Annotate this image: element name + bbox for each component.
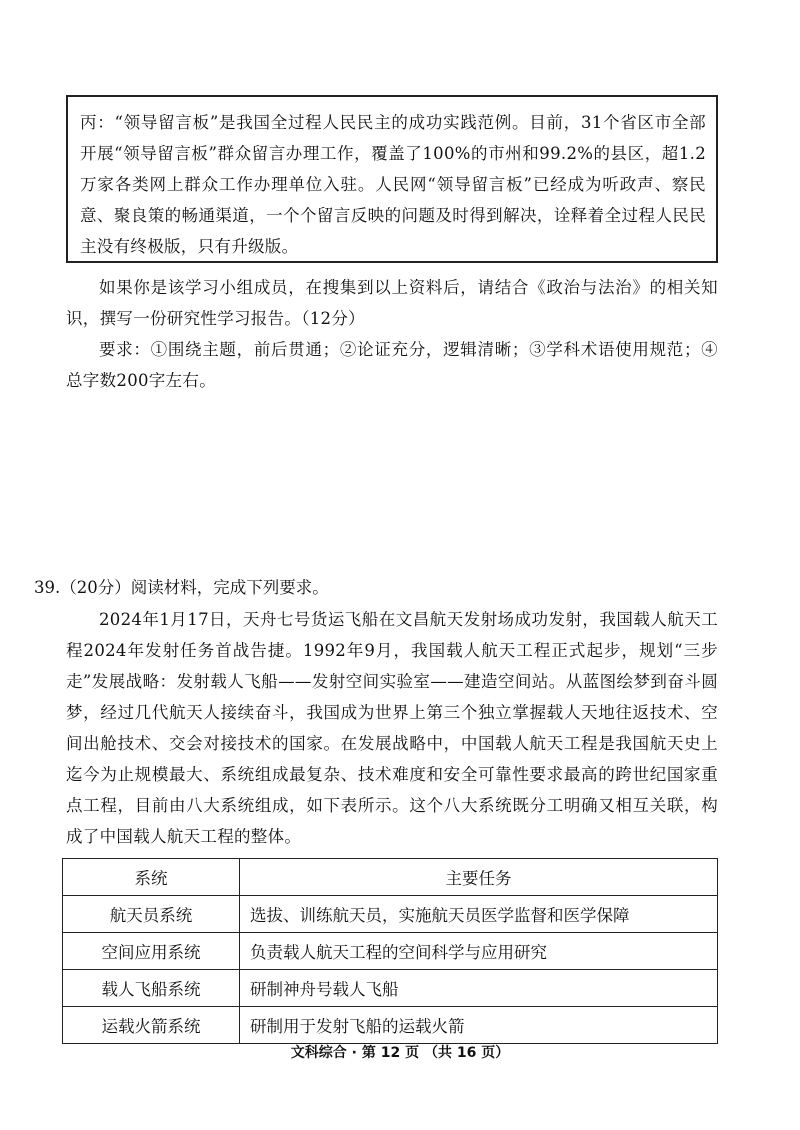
- question39-body: 2024年1月17日，天舟七号货运飞船在文昌航天发射场成功发射，我国载人航天工程2024年发射任务首战告捷。1992年9月，我国载人航天工程正式起步，规划“三步走”发展战略：发射载人飞船——发射空间实验室——建造空间站。从蓝图绘梦到奋斗圆梦，经过几代航天人接续奋斗，我国成为世界上第三个独立掌握载人天地往返技术、空间出舱技术、交会对接技术的国家。在发展战略中，中国载人航天工程是我国航天史上迄今为止规模最大、系统组成最复杂、技术难度和安全可靠性要求最高的跨世纪国家重点工程，目前由八大系统组成，如下表所示。这个八大系统既分工明确又相互关联，构成了中国载人航天工程的整体。: [66, 610, 718, 846]
- system-task-table: [62, 858, 718, 1044]
- table-row: [63, 970, 718, 1007]
- table-header-row: [63, 859, 718, 896]
- task-cell: 负责载人航天工程的空间科学与应用研究: [240, 933, 718, 970]
- task-cell: 研制用于发射飞船的运载火箭: [240, 1007, 718, 1044]
- material-bing-box: [66, 95, 718, 263]
- question38-requirements: 要求：①围绕主题，前后贯通；②论证充分，逻辑清晰；③学科术语使用规范；④总字数200字左右。: [66, 340, 718, 390]
- system-cell: 空间应用系统: [63, 933, 240, 970]
- system-cell: 航天员系统: [63, 896, 240, 933]
- system-cell: 运载火箭系统: [63, 1007, 240, 1044]
- task-cell: 选拔、训练航天员，实施航天员医学监督和医学保障: [240, 896, 718, 933]
- table-row: [63, 933, 718, 970]
- header-system: 系统: [63, 859, 240, 896]
- task-cell: 研制神舟号载人飞船: [240, 970, 718, 1007]
- system-cell: 载人飞船系统: [63, 970, 240, 1007]
- question39-heading: 39.（20分）阅读材料，完成下列要求。: [34, 578, 329, 597]
- material-bing-text: 丙：“领导留言板”是我国全过程人民民主的成功实践范例。目前，31个省区市全部开展“领导留言板”群众留言办理工作，覆盖了100%的市州和99.2%的县区，超1.2万家各类网上群众工作办理单位入驻。人民网“领导留言板”已经成为听政声、察民意、聚良策的畅通渠道，一个个留言反映的问题及时得到解决，诠释着全过程人民民主没有终极版，只有升级版。: [80, 113, 706, 256]
- table-row: [63, 1007, 718, 1044]
- page-footer: 文科综合 · 第 12 页 （共 16 页）: [290, 1045, 510, 1061]
- question38-prompt: 如果你是该学习小组成员，在搜集到以上资料后，请结合《政治与法治》的相关知识，撰写一份研究性学习报告。（12分）: [66, 278, 718, 328]
- header-task: 主要任务: [240, 859, 718, 896]
- table-row: [63, 896, 718, 933]
